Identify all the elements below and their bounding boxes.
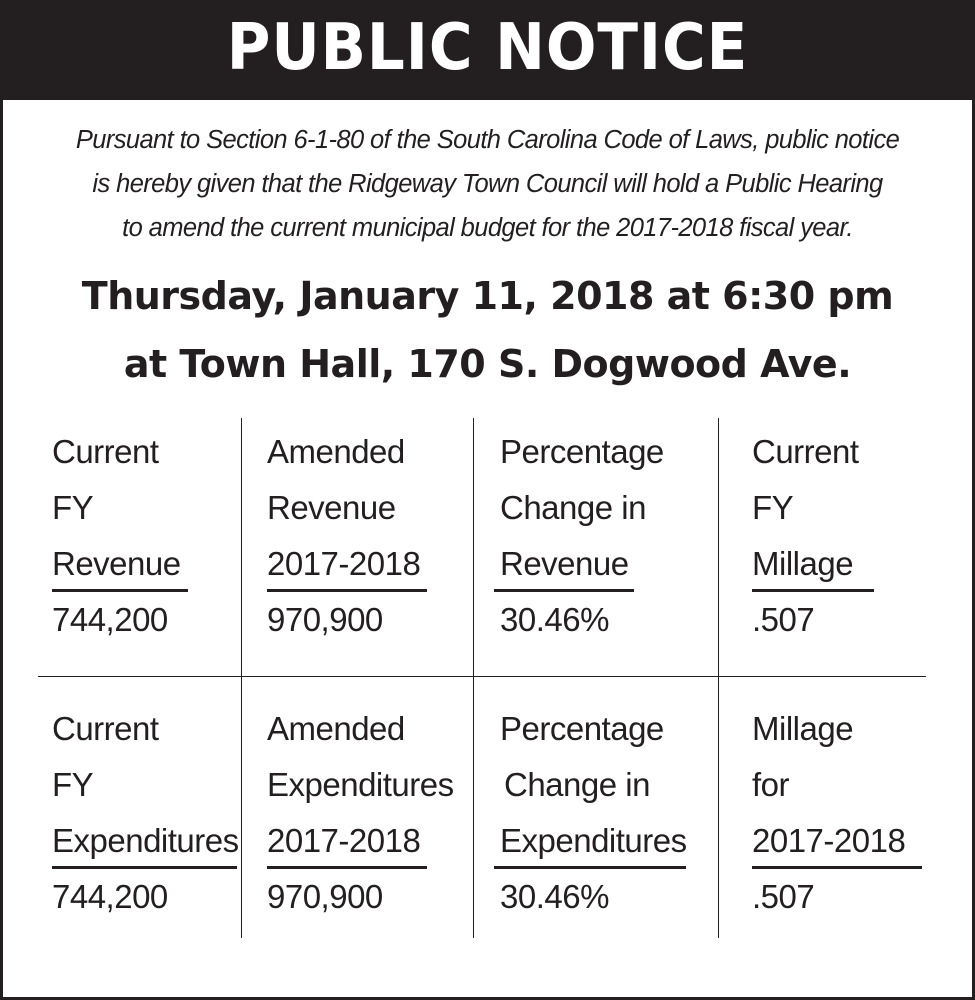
column-header-line: Expenditures: [500, 822, 687, 859]
column-header-line: Change in: [504, 766, 650, 803]
column-header-line: Revenue: [500, 545, 629, 582]
column-header-line: Current: [752, 433, 859, 470]
column-header-line: Percentage: [500, 710, 664, 747]
revenue-col-current-fy: [52, 424, 181, 648]
table-divider: [718, 418, 719, 938]
column-header-line: FY: [52, 766, 94, 803]
column-header-line: Revenue: [52, 545, 181, 582]
revenue-percentage-value: 30.46%: [500, 601, 609, 638]
column-header-line: Amended: [267, 710, 405, 747]
column-header-line: Millage: [752, 545, 854, 582]
expenditure-millage-value: .507: [752, 878, 815, 915]
expenditure-percentage-value: 30.46%: [500, 878, 609, 915]
intro-paragraph: [30, 118, 945, 250]
column-header-line: Revenue: [267, 489, 396, 526]
header-underline: [267, 589, 427, 592]
revenue-current-value: 744,200: [52, 601, 168, 638]
intro-line: to amend the current municipal budget for the 2017-2018 fiscal year.: [122, 214, 853, 242]
column-header-line: 2017-2018: [752, 822, 906, 859]
hearing-date: Thursday, January 11, 2018 at 6:30 pm: [81, 274, 894, 318]
header-underline: [52, 589, 188, 592]
expenditure-current-value: 744,200: [52, 878, 168, 915]
notice-header: [0, 0, 975, 100]
header-underline: [494, 866, 686, 869]
header-underline: [752, 866, 922, 869]
revenue-col-percentage: [500, 424, 664, 648]
revenue-amended-value: 970,900: [267, 601, 383, 638]
expenditure-amended-value: 970,900: [267, 878, 383, 915]
revenue-col-amended: [267, 424, 420, 648]
column-header-line: Current: [52, 710, 159, 747]
header-underline: [494, 589, 634, 592]
intro-line: is hereby given that the Ridgeway Town Council will hold a Public Hearing: [92, 170, 883, 198]
column-header-line: Change in: [500, 489, 646, 526]
column-header-line: 2017-2018: [267, 545, 421, 582]
column-header-line: 2017-2018: [267, 822, 421, 859]
column-header-line: Amended: [267, 433, 405, 470]
column-header-line: for: [752, 766, 790, 803]
column-header-line: Expenditures: [267, 766, 454, 803]
expenditure-col-amended: [267, 701, 454, 925]
header-underline: [52, 866, 237, 869]
column-header-line: Millage: [752, 710, 854, 747]
intro-line: Pursuant to Section 6-1-80 of the South Carolina Code of Laws, public notice: [75, 126, 900, 154]
revenue-col-millage: [752, 424, 859, 648]
column-header-line: Percentage: [500, 433, 664, 470]
expenditure-col-percentage: [500, 701, 687, 925]
table-divider: [38, 676, 926, 677]
table-divider: [473, 418, 474, 938]
expenditure-col-current-fy: [52, 701, 239, 925]
table-divider: [241, 418, 242, 938]
header-underline: [267, 866, 427, 869]
column-header-line: Current: [52, 433, 159, 470]
hearing-details: [0, 262, 975, 398]
notice-title: PUBLIC NOTICE: [226, 11, 749, 85]
column-header-line: FY: [52, 489, 94, 526]
hearing-location: at Town Hall, 170 S. Dogwood Ave.: [123, 342, 852, 386]
revenue-millage-value: .507: [752, 601, 815, 638]
column-header-line: Expenditures: [52, 822, 239, 859]
column-header-line: FY: [752, 489, 794, 526]
header-underline: [752, 589, 874, 592]
expenditure-col-millage: [752, 701, 905, 925]
